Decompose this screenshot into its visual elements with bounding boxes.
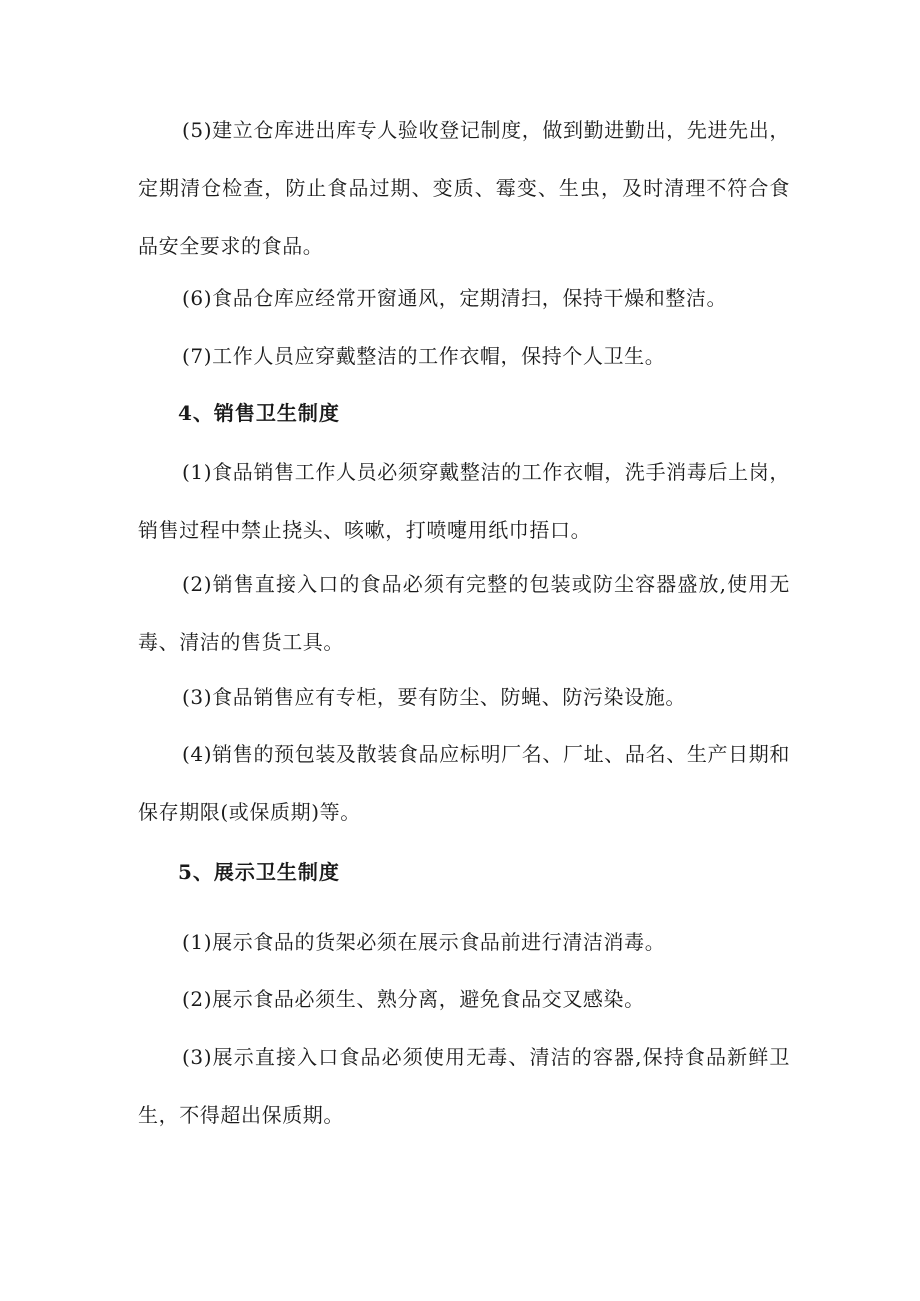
paragraph-sales-2: (2)销售直接入口的食品必须有完整的包装或防尘容器盛放,使用无毒、清洁的售货工具。 [138, 572, 790, 654]
section-number: 5 [178, 860, 193, 884]
paragraph-warehouse-6: (6)食品仓库应经常开窗通风，定期清扫，保持干燥和整洁。 [182, 286, 728, 310]
section-number: 4 [178, 401, 193, 425]
section-title: 、销售卫生制度 [192, 401, 340, 425]
section-heading-display [138, 843, 790, 901]
paragraph-display-3: (3)展示直接入口食品必须使用无毒、清洁的容器,保持食品新鲜卫生，不得超出保质期。 [138, 1045, 790, 1127]
section-title: 、展示卫生制度 [192, 860, 340, 884]
paragraph-sales-4: (4)销售的预包装及散装食品应标明厂名、厂址、品名、生产日期和保存期限(或保质期)等。 [138, 742, 790, 824]
paragraph-display-2: (2)展示食品必须生、熟分离，避免食品交叉感染。 [182, 987, 645, 1011]
section-heading-sales [138, 384, 790, 442]
paragraph-display-1: (1)展示食品的货架必须在展示食品前进行清洁消毒。 [182, 930, 666, 954]
paragraph-warehouse-5: (5)建立仓库进出库专人验收登记制度，做到勤进勤出，先进先出，定期清仓检查，防止食品过期、变质、霉变、生虫，及时清理不符合食品安全要求的食品。 [138, 118, 790, 258]
paragraph-sales-1: (1)食品销售工作人员必须穿戴整洁的工作衣帽，洗手消毒后上岗，销售过程中禁止挠头、咳嗽，打喷嚏用纸巾捂口。 [138, 460, 790, 542]
paragraph-warehouse-7: (7)工作人员应穿戴整洁的工作衣帽，保持个人卫生。 [182, 344, 666, 368]
paragraph-sales-3: (3)食品销售应有专柜，要有防尘、防蝇、防污染设施。 [182, 685, 686, 709]
